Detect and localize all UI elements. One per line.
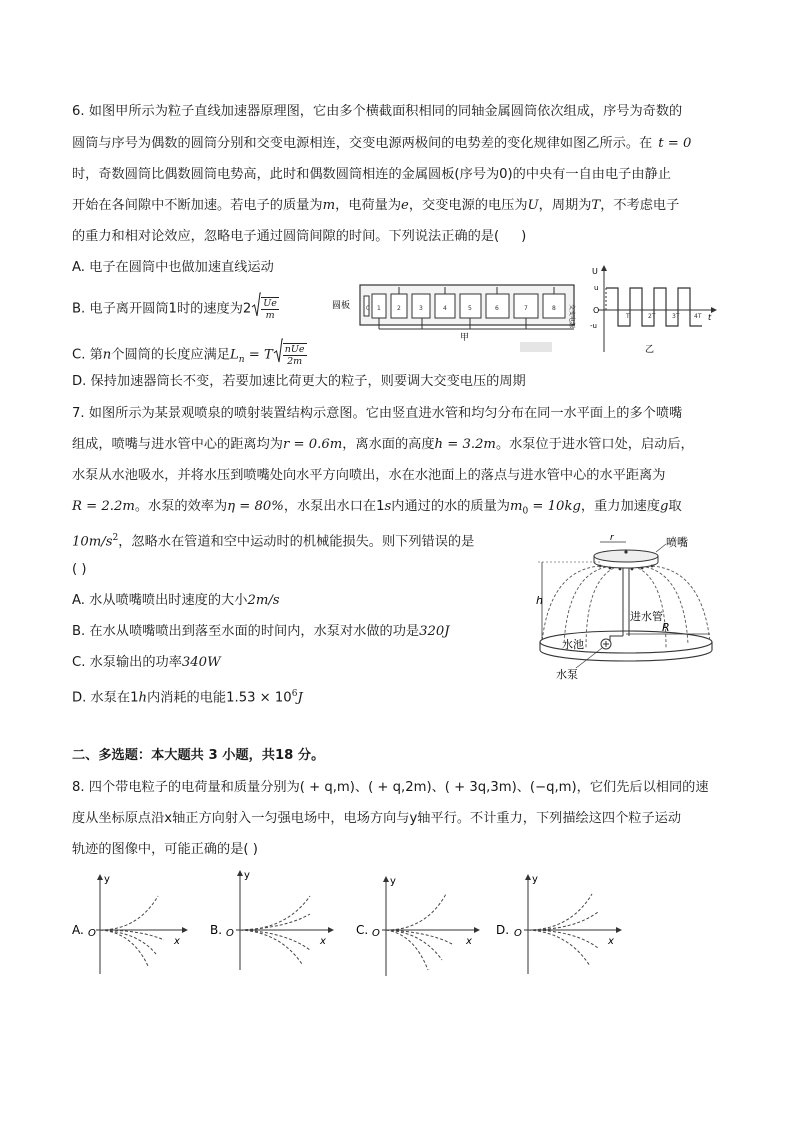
q6-option-d: D. 保持加速器筒长不变，若要加速比荷更大的粒子，则要调大交变电压的周期 [72, 374, 526, 389]
figure-caption-yi: 乙 [645, 345, 655, 355]
q8-line-3: 轨迹的图像中，可能正确的是( ) [72, 842, 258, 857]
svg-text:y: y [532, 874, 538, 885]
svg-text:O: O [372, 928, 380, 939]
svg-text:0: 0 [366, 305, 370, 312]
svg-text:x: x [608, 936, 614, 947]
svg-text:8: 8 [552, 305, 556, 312]
pipe-label: 进水管 [630, 610, 663, 623]
svg-text:O: O [593, 306, 600, 315]
svg-text:O: O [88, 928, 96, 939]
accelerator-figure [332, 276, 588, 356]
q6-line-3: 时，奇数圆筒比偶数圆筒电势高，此时和偶数圆筒相连的金属圆板(序号为0)的中央有一自由电子由静止 [72, 167, 671, 182]
svg-text:D.: D. [496, 923, 510, 937]
q8-line-1: 8. 四个带电粒子的电荷量和质量分别为( + q,m)、( + q,2m)、( + 3q,3m)、(−q,m)，它们先后以相同的速 [72, 780, 709, 795]
figure-caption-jia: 甲 [460, 333, 470, 343]
svg-text:2T: 2T [648, 313, 656, 320]
svg-text:y: y [390, 876, 396, 887]
q6-line-2: 圆筒与序号为偶数的圆筒分别和交变电源相连，交变电源两极间的电势差的变化规律如图乙所示。在 t = 0 [72, 136, 692, 151]
q7-option-b: B. 在水从喷嘴喷出到落至水面的时间内，水泵对水做的功是320J [72, 624, 450, 639]
square-wave-figure [590, 262, 720, 362]
pool-label: 水池 [562, 638, 584, 651]
q7-line-5: $10m/s^2$，忽略水在管道和空中运动时的机械能损失。则下列错误的是 [72, 533, 475, 550]
q7-line-2: 组成，喷嘴与进水管中心的距离均为r = 0.6m，离水面的高度h = 3.2m。水泵位于进水管口处，启动后， [72, 437, 694, 452]
graph-b [206, 866, 336, 976]
nozzle-label: 喷嘴 [666, 536, 688, 549]
svg-text:2: 2 [397, 305, 401, 312]
q7-option-c: C. 水泵输出的功率340W [72, 655, 221, 670]
svg-text:7: 7 [524, 305, 528, 312]
q6-line-5: 的重力和相对论效应，忽略电子通过圆筒间隙的时间。下列说法正确的是( ) [72, 229, 527, 244]
svg-text:B.: B. [210, 923, 223, 937]
q7-line-6: ( ) [72, 562, 87, 577]
q7-line-1: 7. 如图所示为某景观喷泉的喷射装置结构示意图。它由竖直进水管和均匀分布在同一水平面上的多个喷嘴 [72, 406, 683, 421]
svg-text:3T: 3T [672, 313, 680, 320]
svg-text:4: 4 [443, 305, 447, 312]
svg-text:x: x [320, 936, 326, 947]
svg-text:交变电源: 交变电源 [568, 304, 575, 329]
q7-option-d: D. 水泵在1h内消耗的电能$1.53 \times 10^6J$ [72, 689, 303, 706]
pump-label: 水泵 [556, 668, 578, 681]
q6-option-b: B. 电子离开圆筒1时的速度为2 $\frac{Ue}{m}$ [72, 292, 279, 325]
fountain-figure [520, 532, 730, 688]
q7-line-4: R = 2.2m。水泵的效率为η = 80%，水泵出水口在1s内通过的水的质量为$m_0 = 10kg$，重力加速度g取 [72, 499, 682, 517]
section-heading: 二、多选题：本大题共 3 小题，共18 分。 [72, 748, 325, 763]
svg-text:x: x [174, 936, 180, 947]
svg-text:6: 6 [495, 305, 499, 312]
svg-text:C.: C. [356, 923, 369, 937]
q6-line-4: 开始在各间隙中不断加速。若电子的质量为m，电荷量为e，交变电源的电压为U，周期为T，不考虑电子 [72, 198, 680, 213]
svg-text:r: r [610, 533, 614, 543]
svg-text:t: t [708, 313, 712, 322]
q7-option-a: A. 水从喷嘴喷出时速度的大小2m/s [72, 593, 280, 608]
sqrt-icon [273, 338, 283, 371]
svg-text:U: U [592, 267, 598, 276]
svg-text:5: 5 [468, 305, 472, 312]
q6-line-1: 6. 如图甲所示为粒子直线加速器原理图，它由多个横截面积相同的同轴金属圆筒依次组成，序号为奇数的 [72, 104, 683, 119]
svg-text:1: 1 [377, 305, 381, 312]
svg-text:y: y [104, 874, 110, 885]
q6-option-a: A. 电子在圆筒中也做加速直线运动 [72, 260, 274, 275]
svg-text:O: O [226, 928, 234, 939]
svg-text:y: y [244, 870, 250, 881]
graph-a [68, 870, 188, 980]
svg-text:T: T [626, 313, 630, 320]
graph-c [352, 872, 482, 982]
svg-text:u: u [594, 284, 599, 292]
q6-option-c: C. 第n个圆筒的长度应满足$L_n = T$ $\frac{\text{nUe}}{2m}$ [72, 338, 307, 371]
sqrt-icon [251, 292, 261, 325]
svg-text:A.: A. [72, 923, 84, 937]
graph-d [494, 870, 624, 980]
svg-text:x: x [466, 936, 472, 947]
q8-line-2: 度从坐标原点沿x轴正方向射入一匀强电场中，电场方向与y轴平行。不计重力，下列描绘这四个粒子运动 [72, 811, 682, 826]
plate-label: 圆板 [332, 301, 351, 311]
svg-text:R: R [662, 621, 670, 634]
svg-text:4T: 4T [694, 313, 702, 320]
svg-text:-u: -u [590, 322, 597, 330]
svg-text:h: h [536, 594, 543, 607]
svg-text:3: 3 [419, 305, 423, 312]
svg-text:O: O [514, 928, 522, 939]
q7-line-3: 水泵从水池吸水，并将水压到喷嘴处向水平方向喷出，水在水池面上的落点与进水管中心的水平距离为 [72, 468, 666, 483]
